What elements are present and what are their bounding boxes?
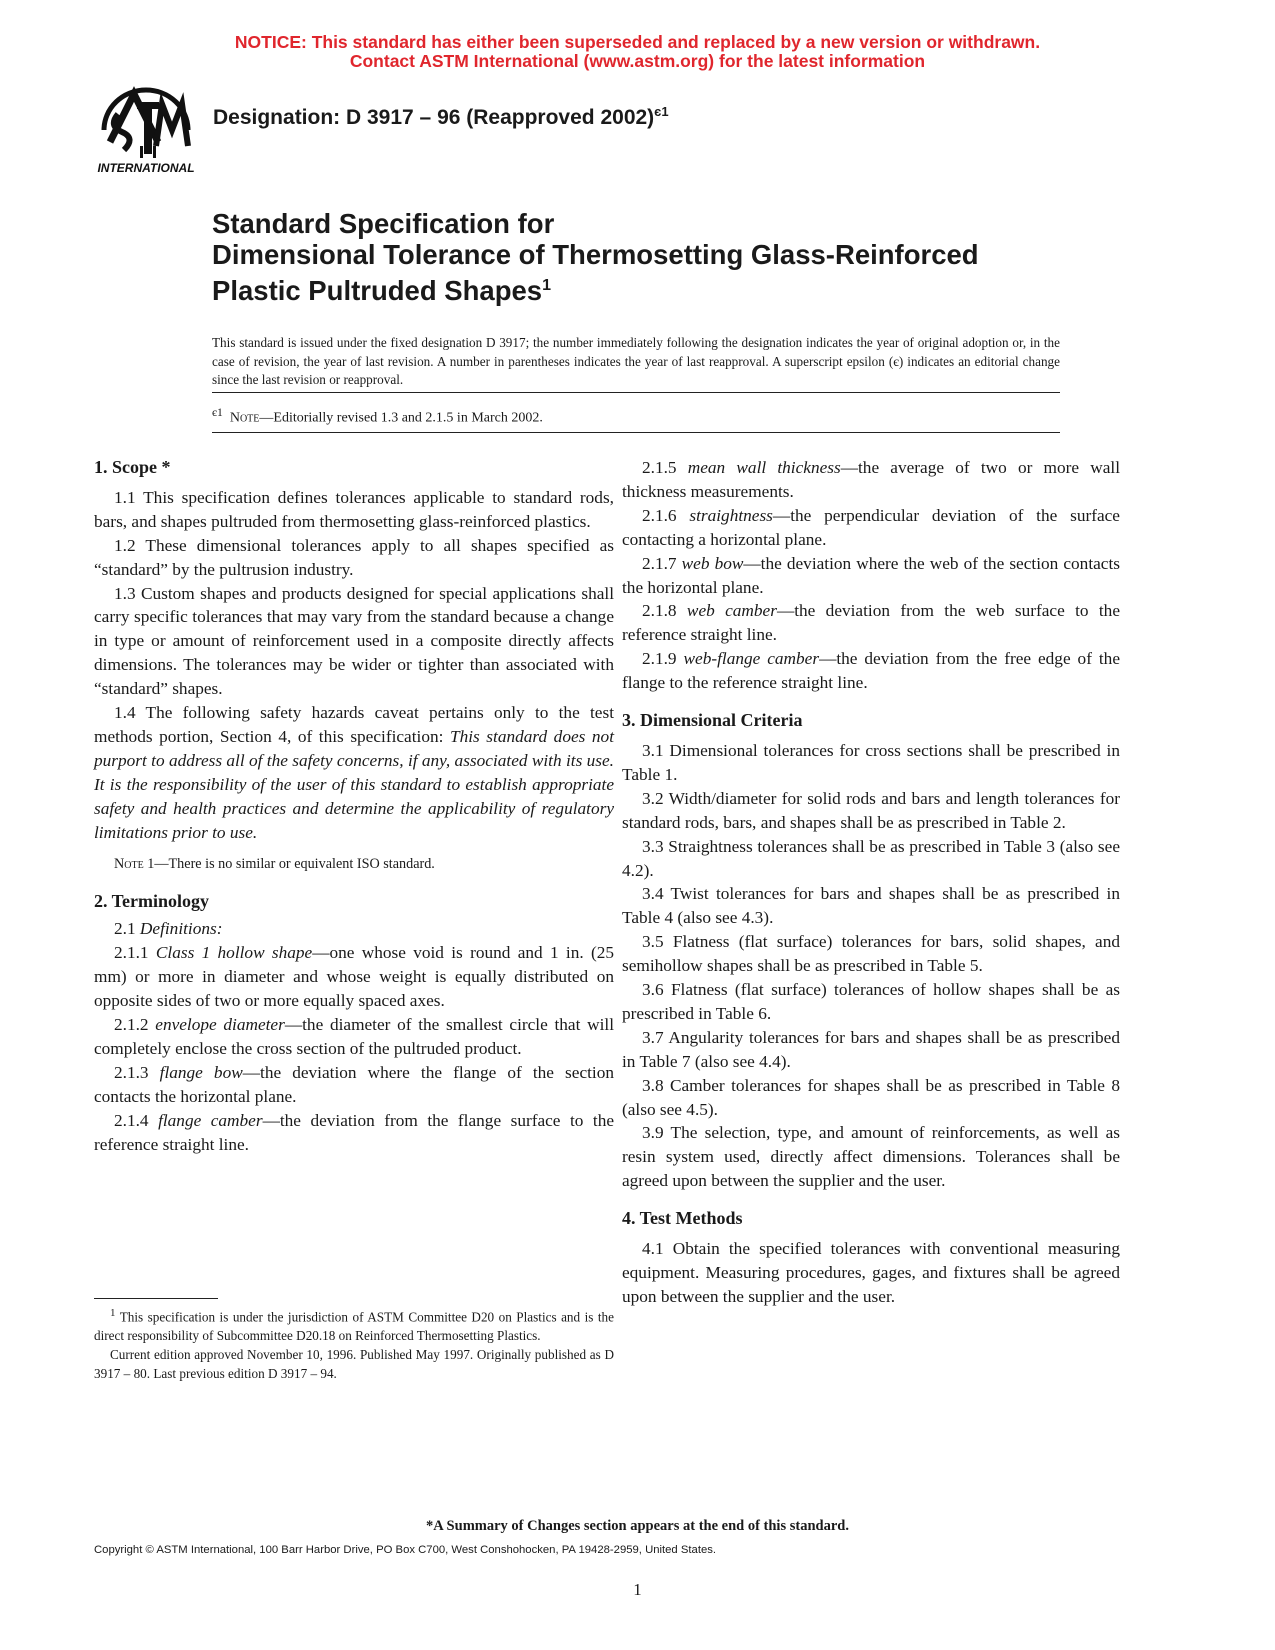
clause-number: 2.1.5 — [642, 458, 688, 477]
clause-number: 2.1.2 — [114, 1015, 156, 1035]
designation — [213, 104, 669, 130]
paragraph-2-1-7 — [622, 552, 1120, 600]
paragraph-3-1: 3.1 Dimensional tolerances for cross sections shall be prescribed in Table 1. — [622, 740, 1120, 784]
summary-of-changes-note: *A Summary of Changes section appears at the end of this standard. — [426, 1518, 849, 1534]
paragraph-3-6: 3.6 Flatness (flat surface) tolerances of hollow shapes shall be as prescribed in Table 6. — [622, 980, 1120, 1023]
definition: —the deviation from the web surface to the reference straight line. — [622, 601, 1120, 645]
note-1 — [94, 855, 614, 874]
section-heading-test-methods: 4. Test Methods — [622, 1208, 743, 1229]
paragraph-3-2: 3.2 Width/diameter for solid rods and bars and length tolerances for standard rods, bars, and shapes shall be as prescribed in Table 2. — [622, 788, 1120, 832]
section-heading-scope: 1. Scope * — [94, 457, 171, 477]
title-line-1: Standard Specification for — [212, 208, 555, 239]
issue-statement: This standard is issued under the fixed designation D 3917; the number immediately following the designation indicates the year of original adoption or, in the case of revision, the year of last revision. A number in parentheses indicates the year of last reapproval. A superscript epsilon (є) indicates an editorial change since the last revision or reapproval. — [212, 335, 1060, 387]
page-title — [212, 208, 1112, 306]
term: web bow — [681, 553, 744, 573]
notice-line-1: NOTICE: This standard has either been superseded and replaced by a new version or withdrawn. — [234, 32, 1041, 52]
designation-epsilon: є1 — [654, 104, 669, 119]
term: web camber — [686, 601, 777, 621]
title-footnote-ref: 1 — [542, 277, 552, 294]
paragraph-3-4: 3.4 Twist tolerances for bars and shapes shall be as prescribed in Table 4 (also see 4.3). — [622, 884, 1120, 928]
paragraph-2-1-2 — [94, 1013, 614, 1061]
footnote — [94, 1304, 614, 1383]
title-line-3 — [212, 270, 1112, 306]
clause-number: 2.1.7 — [642, 553, 682, 573]
note-1-text: 1—There is no similar or equivalent ISO standard. — [143, 855, 435, 872]
clause-number: 2.1.6 — [642, 505, 690, 525]
paragraph-2-1-6 — [622, 504, 1120, 552]
clause-number: 2.1 — [114, 919, 140, 939]
epsilon-note-sup: є1 — [212, 406, 223, 419]
epsilon-note-text: —Editorially revised 1.3 and 2.1.5 in March 2002. — [259, 410, 543, 426]
footnote-2: Current edition approved November 10, 1996. Published May 1997. Originally published as D 3917 – 80. Last previous edition D 3917 – 94. — [94, 1347, 614, 1382]
clause-number: 2.1.3 — [114, 1062, 160, 1082]
title-line-3-text: Plastic Pultruded Shapes — [212, 275, 543, 307]
paragraph-1-1: 1.1 This specification defines tolerances applicable to standard rods, bars, and shapes pultruded from thermosetting glass-reinforced plastics. — [94, 487, 614, 531]
epsilon-note-label: Note — [229, 410, 260, 426]
divider — [212, 392, 1060, 393]
definition: —one whose void is round and 1 in. (25 mm) or more in diameter and whose weight is equally distributed on opposite sides of two or more equally spaced axes. — [94, 943, 614, 1011]
paragraph-2-1-9 — [622, 647, 1120, 695]
clause-number: 2.1.1 — [114, 943, 156, 963]
clause-number: 2.1.4 — [114, 1110, 159, 1130]
designation-text: Designation: D 3917 – 96 (Reapproved 2002) — [213, 106, 655, 129]
paragraph-1-2: 1.2 These dimensional tolerances apply to all shapes specified as “standard” by the pultrusion industry. — [94, 535, 614, 579]
footnote-1-text: This specification is under the jurisdiction of ASTM Committee D20 on Plastics and is the direct responsibility of Subcommittee D20.18 on Reinforced Thermosetting Plastics. — [94, 1309, 614, 1344]
logo-wordmark: INTERNATIONAL — [97, 161, 195, 175]
paragraph-2-1-4 — [94, 1109, 614, 1157]
paragraph-1-4-lead: 1.4 The following safety hazards caveat pertains only to the test methods portion, Section 4, of this specification: — [94, 703, 614, 746]
footnote-marker: 1 — [110, 1307, 116, 1319]
term: web-flange camber — [683, 649, 820, 669]
definition: —the average of two or more wall thickness measurements. — [622, 458, 1120, 501]
term: Definitions: — [139, 919, 223, 939]
superseded-notice — [0, 33, 1275, 71]
paragraph-2-1-5 — [622, 456, 1120, 504]
definition: —the perpendicular deviation of the surface contacting a horizontal plane. — [622, 505, 1120, 549]
term: mean wall thickness — [687, 458, 841, 477]
footnote-divider — [94, 1298, 218, 1299]
astm-logo-icon — [90, 84, 202, 176]
paragraph-3-5: 3.5 Flatness (flat surface) tolerances for bars, solid shapes, and semihollow shapes shall be as prescribed in Table 5. — [622, 932, 1120, 976]
paragraph-3-8: 3.8 Camber tolerances for shapes shall be as prescribed in Table 8 (also see 4.5). — [622, 1075, 1120, 1119]
definition: —the deviation from the flange surface to the reference straight line. — [94, 1110, 615, 1154]
paragraph-2-1-3 — [94, 1061, 614, 1109]
notice-line-2: Contact ASTM International (www.astm.org) for the latest information — [349, 51, 926, 71]
left-column — [94, 456, 614, 1156]
section-heading-dimensional-criteria: 3. Dimensional Criteria — [622, 710, 803, 731]
term: straightness — [689, 505, 773, 525]
term: envelope diameter — [155, 1015, 285, 1035]
definition: —the diameter of the smallest circle that will completely enclose the cross section of the pultruded product. — [94, 1015, 614, 1058]
definition: —the deviation from the free edge of the flange to the reference straight line. — [622, 649, 1120, 693]
copyright: Copyright © ASTM International, 100 Barr Harbor Drive, PO Box C700, West Conshohocken, PA 19428-2959, United States. — [94, 1544, 717, 1556]
paragraph-2-1-8 — [622, 599, 1120, 647]
paragraph-4-1: 4.1 Obtain the specified tolerances with conventional measuring equipment. Measuring procedures, gages, and fixtures shall be agreed upon between the supplier and the user. — [622, 1239, 1120, 1306]
paragraph-3-7: 3.7 Angularity tolerances for bars and shapes shall be as prescribed in Table 7 (also see 4.4). — [622, 1027, 1120, 1071]
paragraph-1-4 — [94, 701, 614, 844]
term: flange camber — [158, 1110, 263, 1130]
clause-number: 2.1.8 — [642, 601, 687, 621]
paragraph-2-1-1 — [94, 941, 614, 1013]
divider — [212, 432, 1060, 433]
definition: —the deviation where the flange of the section contacts the horizontal plane. — [94, 1062, 615, 1106]
term: flange bow — [159, 1062, 243, 1082]
paragraph-2-1 — [94, 917, 614, 941]
right-column — [622, 456, 1120, 1309]
epsilon-note — [212, 406, 543, 427]
note-1-label: Note — [114, 855, 144, 872]
definition: —the deviation where the web of the section contacts the horizontal plane. — [622, 553, 1120, 597]
paragraph-3-9: 3.9 The selection, type, and amount of reinforcements, as well as resin system used, directly affect dimensions. Tolerances shall be agreed upon between the supplier and the user. — [622, 1123, 1120, 1191]
paragraph-3-3: 3.3 Straightness tolerances shall be as prescribed in Table 3 (also see 4.2). — [622, 836, 1120, 880]
clause-number: 2.1.9 — [642, 649, 684, 669]
title-line-2: Dimensional Tolerance of Thermosetting Glass-Reinforced — [212, 239, 979, 270]
term: Class 1 hollow shape — [155, 943, 313, 963]
page-number: 1 — [633, 1580, 642, 1599]
safety-caveat: This standard does not purport to address all of the safety concerns, if any, associated with its use. It is the responsibility of the user of this standard to establish appropriate safety and health practices and determine the applicability of regulatory limitations prior to use. — [94, 726, 614, 842]
footnote-1 — [94, 1304, 614, 1345]
paragraph-1-3: 1.3 Custom shapes and products designed for special applications shall carry specific tolerances that may vary from the standard because a change in type or amount of reinforcement used in a composite directly affects dimensions. The tolerances may be wider or tighter than associated with “standard” shapes. — [94, 583, 614, 699]
section-heading-terminology: 2. Terminology — [94, 890, 210, 911]
